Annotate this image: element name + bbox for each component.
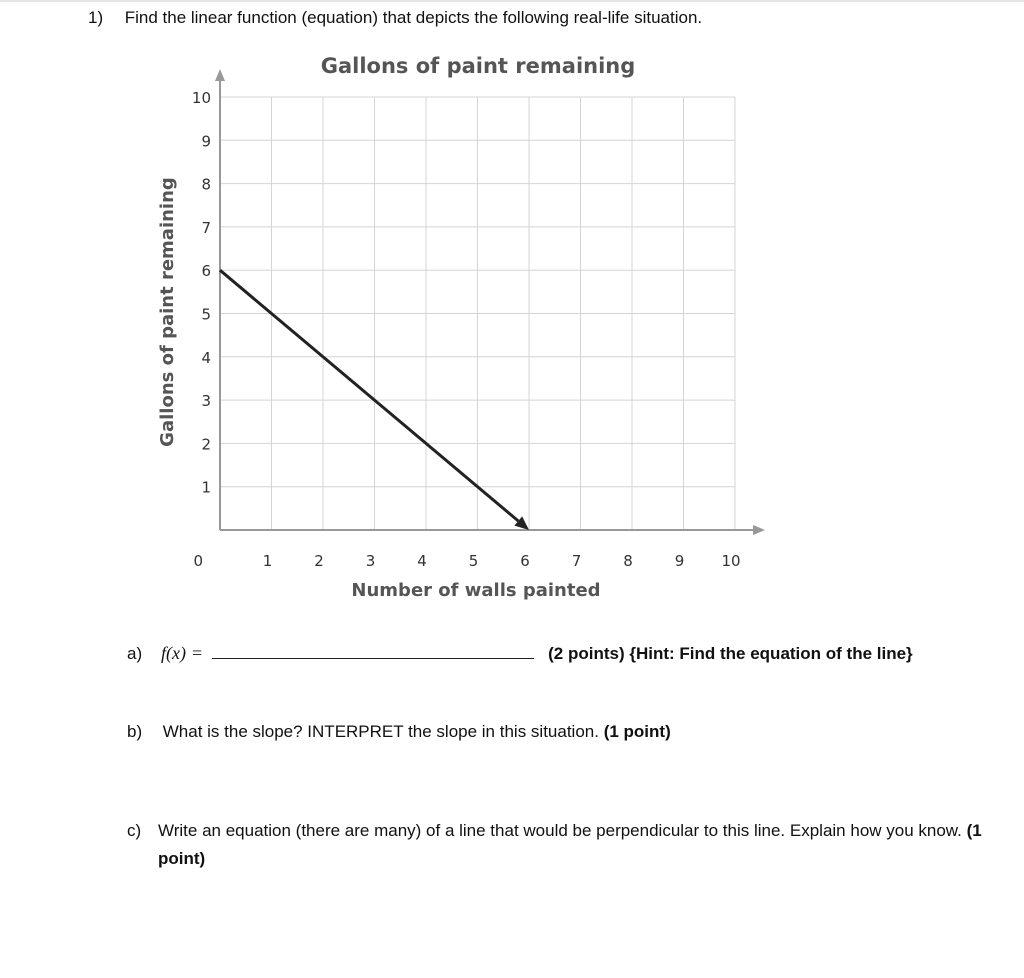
y-tick-label: 4	[201, 348, 211, 367]
y-tick-label: 3	[201, 392, 211, 411]
paint-chart	[130, 45, 770, 605]
part-c-label: c)	[127, 821, 142, 840]
x-tick-label: 3	[365, 552, 376, 570]
x-tick-label: 7	[571, 552, 582, 570]
x-tick-label: 4	[417, 552, 427, 570]
y-tick-label: 9	[201, 132, 211, 151]
question-number: 1)	[88, 8, 104, 27]
x-tick-label: 8	[623, 552, 633, 570]
x-tick-label: 1	[262, 552, 273, 570]
chart-title: Gallons of paint remaining	[320, 54, 636, 78]
y-tick-labels	[192, 89, 211, 570]
y-tick-label: 7	[201, 218, 211, 237]
x-tick-label: 6	[520, 552, 530, 570]
part-a-points: (2 points) {Hint: Find the equation of the line}	[548, 644, 913, 663]
y-axis-arrow-icon	[215, 69, 225, 81]
y-tick-label: 6	[201, 262, 211, 281]
y-tick-label: 2	[201, 435, 211, 454]
question-prompt: Find the linear function (equation) that depicts the following real-life situation.	[124, 8, 703, 27]
part-b-text: What is the slope? INTERPRET the slope in this situation.	[162, 722, 599, 741]
series-line	[220, 270, 518, 521]
y-tick-label: 5	[201, 305, 211, 324]
y-axis-label: Gallons of paint remaining	[157, 177, 178, 447]
part-a	[127, 640, 913, 664]
part-c	[127, 817, 997, 868]
x-tick-labels	[263, 552, 741, 570]
question-heading	[88, 8, 702, 28]
equals-sign: =	[191, 643, 203, 663]
part-b	[127, 722, 671, 742]
x-tick-label: 5	[468, 552, 479, 570]
part-a-label: a)	[127, 644, 143, 663]
part-b-points: (1 point)	[603, 722, 671, 741]
answer-blank[interactable]	[212, 640, 534, 659]
x-tick-label: 10	[721, 552, 741, 570]
part-c-points: (1 point)	[158, 821, 982, 868]
y-tick-label: 0	[193, 552, 203, 570]
x-axis-label: Number of walls painted	[351, 580, 601, 601]
x-tick-label: 9	[674, 552, 685, 570]
top-border	[0, 0, 1024, 2]
y-tick-label: 8	[201, 175, 211, 194]
y-tick-label: 1	[201, 478, 211, 497]
chart-grid	[220, 97, 735, 530]
x-axis-arrow-icon	[753, 525, 765, 535]
part-b-label: b)	[127, 722, 143, 741]
y-tick-label: 10	[191, 89, 211, 107]
part-c-text: Write an equation (there are many) of a line that would be perpendicular to this line. Explain how you know.	[158, 821, 962, 840]
chart-axes	[215, 69, 765, 535]
x-tick-label: 2	[314, 552, 324, 570]
function-notation: f(x)	[161, 643, 186, 663]
